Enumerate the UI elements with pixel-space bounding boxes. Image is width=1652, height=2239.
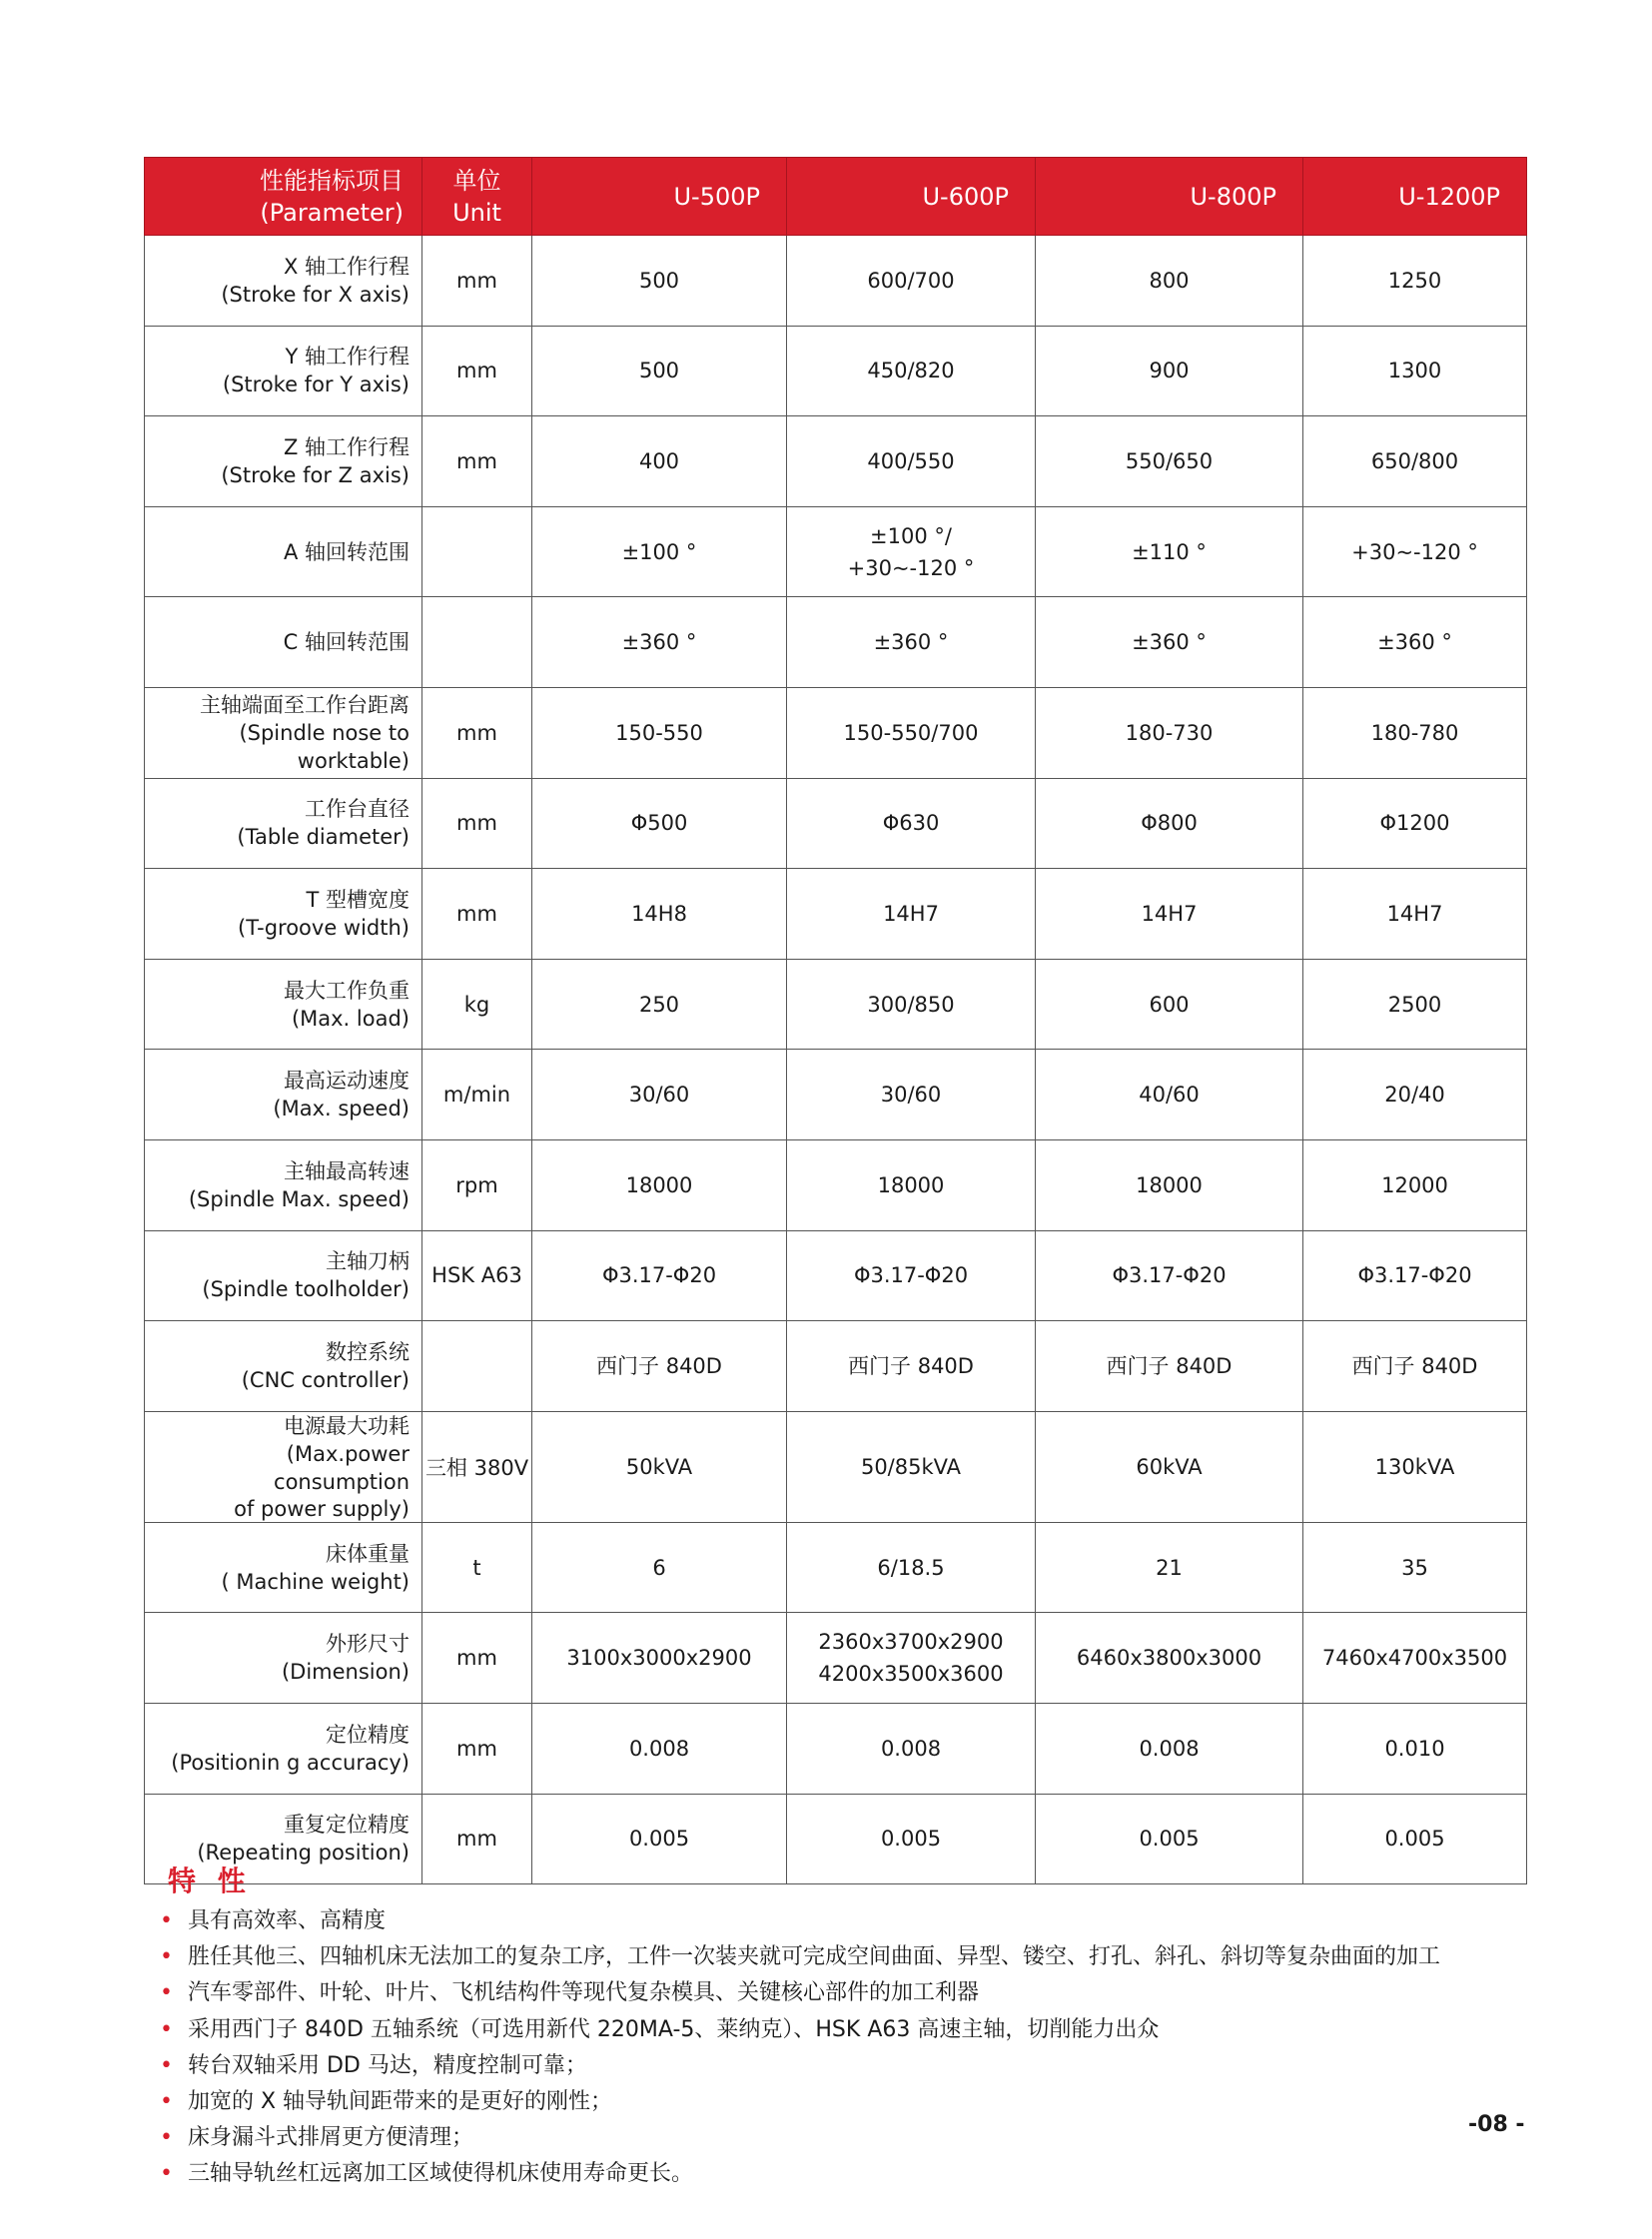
table-row <box>145 597 1527 688</box>
row-unit: HSK A63 <box>422 1230 532 1321</box>
row-parameter-cn: Y 轴工作行程 <box>285 345 410 370</box>
row-value-text: 500 <box>638 359 680 383</box>
header-model-u600p: U-600P <box>787 158 1036 236</box>
row-value-text: 西门子 840D <box>596 1353 722 1378</box>
row-value-text: 21 <box>1156 1555 1183 1580</box>
row-value <box>1036 1522 1303 1613</box>
row-value-text: 0.008 <box>1139 1736 1200 1761</box>
table-header-row <box>145 158 1527 236</box>
row-value-text: Φ800 <box>1141 811 1198 836</box>
row-value <box>1036 1411 1303 1522</box>
row-value <box>1303 1139 1527 1230</box>
row-parameter-en: (Stroke for X axis) <box>221 282 410 307</box>
row-value-text: Φ3.17-Φ20 <box>1357 1263 1472 1288</box>
feature-text: 床身漏斗式排屑更方便清理； <box>188 2125 474 2151</box>
row-parameter <box>145 597 422 688</box>
table-row <box>145 869 1527 960</box>
row-value <box>532 236 787 327</box>
row-value-text: 2500 <box>1387 992 1442 1017</box>
header-model-u800p: U-800P <box>1036 158 1303 236</box>
row-value <box>532 1230 787 1321</box>
row-value-text: 14H8 <box>631 901 687 926</box>
feature-text: 采用西门子 840D 五轴系统（可选用新代 220MA-5、莱纳克）、HSK A63 高速主轴，切削能力出众 <box>188 2016 1160 2042</box>
row-value <box>1303 506 1527 597</box>
row-value-text: 西门子 840D <box>1351 1353 1478 1378</box>
row-value <box>787 778 1036 869</box>
row-parameter <box>145 687 422 778</box>
row-parameter <box>145 1230 422 1321</box>
row-value-text: 18000 <box>1136 1172 1203 1197</box>
row-value <box>1036 1703 1303 1794</box>
row-value-text: 650/800 <box>1370 448 1459 473</box>
row-value-text: 2360x3700x2900 <box>818 1630 1004 1655</box>
row-parameter <box>145 1321 422 1412</box>
row-unit: m/min <box>422 1050 532 1140</box>
row-value <box>1036 959 1303 1050</box>
row-value <box>532 687 787 778</box>
row-parameter <box>145 1050 422 1140</box>
row-value <box>787 1050 1036 1140</box>
table-row <box>145 1703 1527 1794</box>
row-value-text-line2: +30~-120 ° <box>847 555 975 580</box>
row-unit: mm <box>422 1703 532 1794</box>
row-value-text: 150-550 <box>615 720 703 745</box>
row-value-text: 14H7 <box>1141 901 1198 926</box>
row-parameter <box>145 778 422 869</box>
row-value <box>787 506 1036 597</box>
row-parameter-en: (Positionin g accuracy) <box>171 1750 410 1775</box>
row-parameter-en: (T-groove width) <box>238 915 410 940</box>
table-row <box>145 1230 1527 1321</box>
bullet-icon: • <box>160 2089 173 2115</box>
row-value-text: 600/700 <box>867 268 955 293</box>
row-value-text: 14H7 <box>1386 901 1443 926</box>
header-parameter-en: (Parameter) <box>260 198 404 227</box>
row-value-text: 300/850 <box>867 992 955 1017</box>
row-value <box>1036 1321 1303 1412</box>
row-parameter-cn: 外形尺寸 <box>326 1632 410 1657</box>
row-unit: rpm <box>422 1139 532 1230</box>
row-value-text: 12000 <box>1381 1172 1448 1197</box>
row-parameter-cn: 最高运动速度 <box>284 1069 410 1094</box>
row-parameter-cn: 重复定位精度 <box>284 1813 410 1838</box>
row-value <box>532 416 787 507</box>
row-parameter-cn: 最大工作负重 <box>284 978 410 1003</box>
feature-text: 具有高效率、高精度 <box>188 1908 387 1933</box>
feature-text: 转台双轴采用 DD 马达，精度控制可靠； <box>188 2052 587 2078</box>
row-value <box>787 236 1036 327</box>
row-value <box>532 1522 787 1613</box>
row-parameter-cn: 电源最大功耗 <box>284 1413 410 1438</box>
row-parameter-cn: Z 轴工作行程 <box>283 434 410 459</box>
bullet-icon: • <box>160 1908 173 1933</box>
row-parameter <box>145 1522 422 1613</box>
row-value <box>1303 597 1527 688</box>
row-value-text: 450/820 <box>867 359 955 383</box>
bullet-icon: • <box>160 1980 173 2006</box>
row-unit: mm <box>422 869 532 960</box>
row-value-text: 130kVA <box>1374 1454 1455 1479</box>
row-value <box>1303 1411 1527 1522</box>
row-value-text: ±100 °/ <box>870 523 952 548</box>
features-section <box>160 1864 1508 2193</box>
row-value-text: 0.008 <box>880 1736 942 1761</box>
row-value-text: 7460x4700x3500 <box>1321 1646 1508 1671</box>
row-value-text: ±110 ° <box>1132 539 1207 564</box>
bullet-icon: • <box>160 2125 173 2151</box>
row-value-text: 550/650 <box>1125 448 1214 473</box>
row-value-text: 40/60 <box>1139 1083 1200 1108</box>
row-value-text: 1300 <box>1387 359 1442 383</box>
row-value-text: 0.005 <box>628 1827 690 1852</box>
row-value-text: 1250 <box>1387 268 1442 293</box>
row-value <box>1303 869 1527 960</box>
row-parameter-en: (Stroke for Y axis) <box>222 373 410 397</box>
row-value <box>532 326 787 416</box>
row-unit: 三相 380V <box>422 1411 532 1522</box>
header-parameter-cn: 性能指标项目 <box>260 166 404 195</box>
row-value <box>787 1613 1036 1704</box>
row-value-text: 0.008 <box>628 1736 690 1761</box>
table-row <box>145 326 1527 416</box>
table-row <box>145 236 1527 327</box>
row-value-text: 0.005 <box>1139 1827 1200 1852</box>
row-value-text: +30~-120 ° <box>1351 539 1478 564</box>
row-unit <box>422 506 532 597</box>
bullet-icon: • <box>160 2016 173 2042</box>
row-value <box>787 959 1036 1050</box>
row-parameter-en-line2: of power supply) <box>234 1496 410 1521</box>
row-value <box>787 1411 1036 1522</box>
row-parameter-en: (Spindle toolholder) <box>202 1277 410 1302</box>
table-row <box>145 1613 1527 1704</box>
row-value-text: 6 <box>652 1555 666 1580</box>
row-value <box>1036 326 1303 416</box>
row-value <box>1036 1139 1303 1230</box>
row-parameter-cn: 主轴刀柄 <box>326 1249 410 1274</box>
header-parameter <box>145 158 422 236</box>
row-value-text: Φ1200 <box>1379 811 1450 836</box>
row-unit: mm <box>422 687 532 778</box>
feature-item <box>160 1903 1508 1939</box>
row-value <box>1303 1321 1527 1412</box>
row-parameter <box>145 236 422 327</box>
row-value <box>532 959 787 1050</box>
row-value-text: ±360 ° <box>1132 630 1207 655</box>
row-value-text-line2: 4200x3500x3600 <box>818 1662 1004 1687</box>
row-value-text: 6460x3800x3000 <box>1076 1646 1262 1671</box>
feature-item <box>160 2156 1508 2192</box>
row-parameter-en: (Table diameter) <box>237 825 410 850</box>
row-value <box>1036 1230 1303 1321</box>
row-parameter-cn: 床体重量 <box>326 1541 410 1566</box>
row-parameter-cn: A 轴回转范围 <box>283 539 410 564</box>
row-value-text: 400/550 <box>867 448 955 473</box>
row-value-text: 50kVA <box>625 1454 693 1479</box>
feature-item <box>160 2120 1508 2156</box>
feature-text: 加宽的 X 轴导轨间距带来的是更好的刚性； <box>188 2089 613 2115</box>
row-parameter-en: (Max.power consumption <box>274 1441 410 1494</box>
row-parameter-en: (Max. load) <box>291 1006 410 1031</box>
header-model-u500p: U-500P <box>532 158 787 236</box>
row-value <box>532 1321 787 1412</box>
row-value-text: ±360 ° <box>1377 630 1452 655</box>
row-parameter-en: (CNC controller) <box>241 1367 410 1392</box>
row-value <box>1303 1522 1527 1613</box>
row-parameter-en: (Max. speed) <box>273 1097 410 1121</box>
row-parameter <box>145 416 422 507</box>
row-value <box>1303 326 1527 416</box>
table-row <box>145 778 1527 869</box>
feature-text: 胜任其他三、四轴机床无法加工的复杂工序，工件一次装夹就可完成空间曲面、异型、镂空、打孔、斜孔、斜切等复杂曲面的加工 <box>188 1944 1441 1970</box>
feature-item <box>160 1975 1508 2011</box>
row-parameter-cn: T 型槽宽度 <box>306 887 410 912</box>
row-value <box>1303 236 1527 327</box>
row-value-text: Φ3.17-Φ20 <box>1112 1263 1227 1288</box>
row-value-text: 500 <box>638 268 680 293</box>
row-value <box>532 1411 787 1522</box>
row-value <box>532 506 787 597</box>
row-unit: mm <box>422 326 532 416</box>
row-value <box>1303 1050 1527 1140</box>
row-value <box>787 597 1036 688</box>
row-value-text: 6/18.5 <box>877 1555 945 1580</box>
row-value <box>1303 416 1527 507</box>
row-parameter-cn: C 轴回转范围 <box>283 630 410 655</box>
row-value-text: 180-780 <box>1370 720 1459 745</box>
row-value-text: 50/85kVA <box>860 1454 962 1479</box>
row-value <box>787 1703 1036 1794</box>
row-value-text: ±100 ° <box>621 539 697 564</box>
row-value <box>1036 687 1303 778</box>
feature-text: 三轴导轨丝杠远离加工区域使得机床使用寿命更长。 <box>188 2161 694 2187</box>
row-value <box>532 778 787 869</box>
row-value <box>532 1703 787 1794</box>
row-parameter-cn: 数控系统 <box>326 1339 410 1364</box>
row-value-text: 150-550/700 <box>843 720 979 745</box>
row-parameter <box>145 1139 422 1230</box>
row-parameter-en: (Stroke for Z axis) <box>221 462 410 487</box>
table-row <box>145 1411 1527 1522</box>
row-value <box>787 687 1036 778</box>
row-parameter-en: (Spindle Max. speed) <box>188 1186 410 1211</box>
table-row <box>145 1139 1527 1230</box>
row-value-text: 3100x3000x2900 <box>566 1646 752 1671</box>
row-value-text: 400 <box>638 448 680 473</box>
row-unit: mm <box>422 1613 532 1704</box>
row-value <box>1036 506 1303 597</box>
bullet-icon: • <box>160 2161 173 2187</box>
row-parameter-cn: 定位精度 <box>326 1722 410 1747</box>
row-unit: mm <box>422 1794 532 1884</box>
page-number: -08 - <box>1468 2112 1525 2137</box>
row-value-text: 20/40 <box>1384 1083 1445 1108</box>
row-value <box>1303 687 1527 778</box>
table-row <box>145 1050 1527 1140</box>
row-unit <box>422 1321 532 1412</box>
row-value <box>1303 1613 1527 1704</box>
row-value <box>787 1230 1036 1321</box>
row-value <box>787 326 1036 416</box>
row-value-text: Φ3.17-Φ20 <box>853 1263 969 1288</box>
row-value <box>787 869 1036 960</box>
row-value-text: 60kVA <box>1136 1454 1203 1479</box>
spec-table <box>144 157 1527 1884</box>
row-value-text: ±360 ° <box>621 630 697 655</box>
row-unit: mm <box>422 416 532 507</box>
header-unit-en: Unit <box>452 198 501 227</box>
row-value <box>1036 1613 1303 1704</box>
row-value-text: 180-730 <box>1125 720 1214 745</box>
row-parameter <box>145 1613 422 1704</box>
row-value-text: Φ630 <box>882 811 940 836</box>
row-value <box>787 416 1036 507</box>
row-parameter <box>145 869 422 960</box>
row-unit: t <box>422 1522 532 1613</box>
row-unit: kg <box>422 959 532 1050</box>
feature-item <box>160 2048 1508 2084</box>
row-value-text: 250 <box>638 992 680 1017</box>
row-value-text: ±360 ° <box>873 630 949 655</box>
row-parameter-cn: 工作台直径 <box>305 797 410 822</box>
table-row <box>145 687 1527 778</box>
row-parameter-cn: 主轴最高转速 <box>284 1158 410 1183</box>
row-parameter-en: ( Machine weight) <box>221 1569 410 1594</box>
row-value-text: 30/60 <box>880 1083 942 1108</box>
row-value <box>1036 416 1303 507</box>
row-value-text: 西门子 840D <box>1106 1353 1233 1378</box>
row-value-text: 900 <box>1149 359 1190 383</box>
row-value-text: 西门子 840D <box>848 1353 974 1378</box>
bullet-icon: • <box>160 1944 173 1970</box>
row-value-text: 0.005 <box>1384 1827 1445 1852</box>
row-parameter-cn: X 轴工作行程 <box>283 254 410 279</box>
row-parameter <box>145 506 422 597</box>
row-value <box>787 1139 1036 1230</box>
row-value <box>1303 1703 1527 1794</box>
row-value-text: Φ3.17-Φ20 <box>601 1263 717 1288</box>
row-unit: mm <box>422 236 532 327</box>
row-value <box>1036 236 1303 327</box>
bullet-icon: • <box>160 2052 173 2078</box>
table-row <box>145 416 1527 507</box>
row-value <box>1303 778 1527 869</box>
row-value <box>1036 1050 1303 1140</box>
table-row <box>145 959 1527 1050</box>
feature-item <box>160 2012 1508 2048</box>
row-value <box>1303 1230 1527 1321</box>
row-value-text: 800 <box>1149 268 1190 293</box>
feature-text: 汽车零部件、叶轮、叶片、飞机结构件等现代复杂模具、关键核心部件的加工利器 <box>188 1980 980 2006</box>
header-unit-cn: 单位 <box>452 166 501 195</box>
row-value-text: 0.010 <box>1384 1736 1445 1761</box>
row-value <box>787 1321 1036 1412</box>
row-value <box>532 869 787 960</box>
features-title: 特 性 <box>168 1865 252 1897</box>
header-model-u1200p: U-1200P <box>1303 158 1527 236</box>
row-parameter-en: (Repeating position) <box>197 1841 410 1866</box>
feature-item <box>160 2084 1508 2120</box>
row-value-text: 14H7 <box>883 901 939 926</box>
table-row <box>145 506 1527 597</box>
table-row <box>145 1522 1527 1613</box>
row-parameter-cn: 主轴端面至工作台距离 <box>200 692 410 717</box>
row-unit: mm <box>422 778 532 869</box>
row-parameter <box>145 326 422 416</box>
row-value-text: 18000 <box>625 1172 693 1197</box>
row-unit <box>422 597 532 688</box>
row-value <box>532 1139 787 1230</box>
row-value-text: 30/60 <box>628 1083 690 1108</box>
features-list <box>160 1903 1508 2193</box>
row-parameter-en: (Dimension) <box>281 1660 410 1685</box>
row-parameter <box>145 1703 422 1794</box>
feature-item <box>160 1939 1508 1975</box>
row-parameter <box>145 1411 422 1522</box>
header-unit <box>422 158 532 236</box>
row-value-text: 0.005 <box>880 1827 942 1852</box>
row-parameter <box>145 959 422 1050</box>
table-row <box>145 1321 1527 1412</box>
spec-table-body <box>145 236 1527 1884</box>
row-parameter-en: (Spindle nose to worktable) <box>239 720 410 773</box>
row-value <box>532 1613 787 1704</box>
row-value-text: Φ500 <box>630 811 688 836</box>
row-value-text: 600 <box>1149 992 1190 1017</box>
row-value-text: 18000 <box>877 1172 945 1197</box>
row-value-text: 35 <box>1401 1555 1428 1580</box>
row-value <box>532 1050 787 1140</box>
row-value <box>532 597 787 688</box>
row-value <box>787 1522 1036 1613</box>
row-value <box>1036 869 1303 960</box>
row-value <box>1036 778 1303 869</box>
row-value <box>1036 597 1303 688</box>
row-value <box>1303 959 1527 1050</box>
